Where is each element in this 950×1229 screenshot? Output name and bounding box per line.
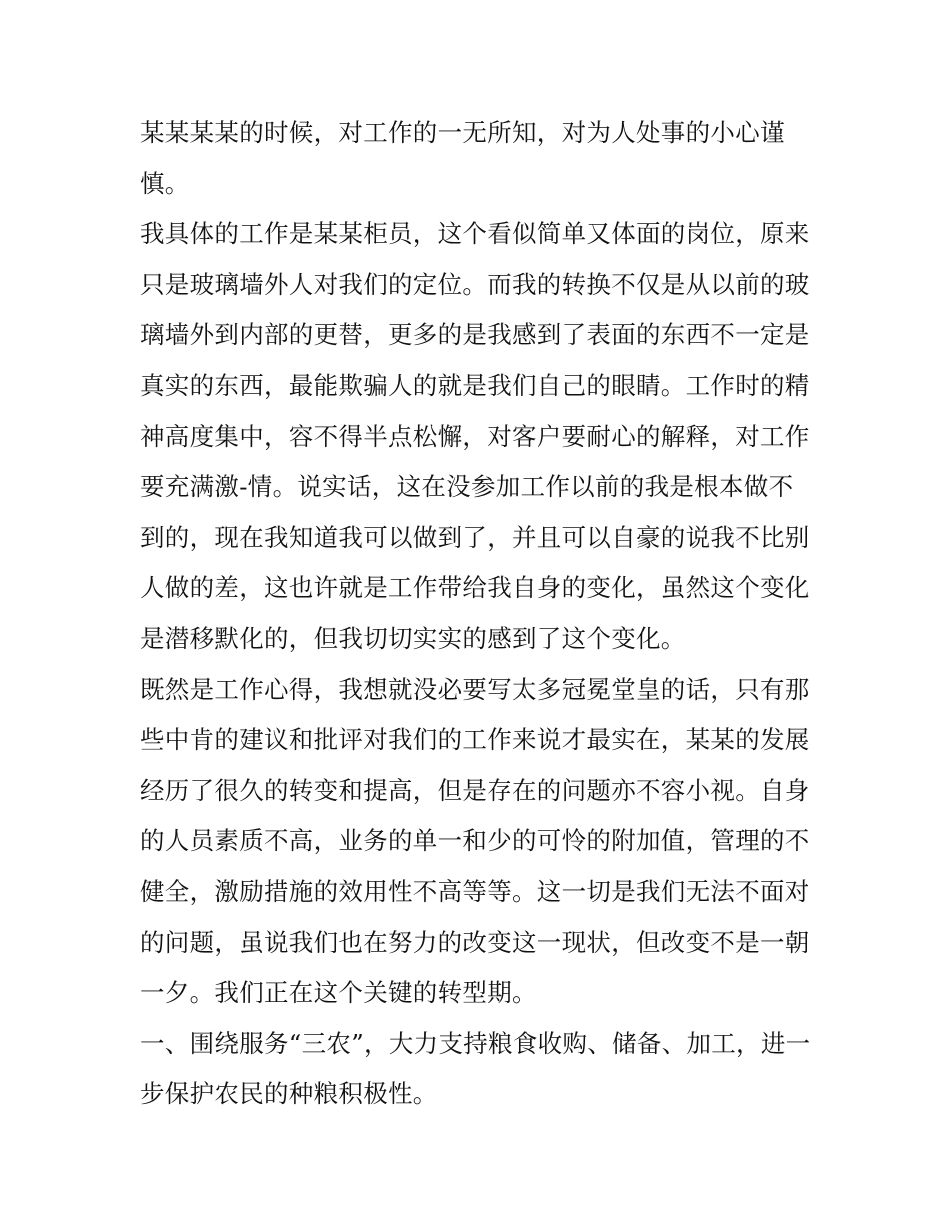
text-line: 健全，激励措施的效用性不高等等。这一切是我们无法不面对 (140, 876, 810, 906)
text-line: 慎。 (140, 168, 190, 198)
text-line: 一、围绕服务“三农”，大力支持粮食收购、储备、加工，进一 (140, 1028, 811, 1058)
text-line: 人做的差，这也许就是工作带给我自身的变化，虽然这个变化 (140, 573, 810, 603)
text-line: 真实的东西，最能欺骗人的就是我们自己的眼睛。工作时的精 (140, 370, 810, 400)
text-line: 到的，现在我知道我可以做到了，并且可以自豪的说我不比别 (140, 522, 810, 552)
text-line: 是潜移默化的，但我切切实实的感到了这个变化。 (140, 623, 686, 653)
text-line: 步保护农民的种粮积极性。 (140, 1079, 438, 1109)
text-line: 某某某某的时候，对工作的一无所知，对为人处事的小心谨 (140, 118, 785, 147)
text-line: 神高度集中，容不得半点松懈，对客户要耐心的解释，对工作 (140, 421, 810, 451)
text-line: 璃墙外到内部的更替，更多的是我感到了表面的东西不一定是 (140, 320, 810, 350)
text-line: 些中肯的建议和批评对我们的工作来说才最实在，某某的发展 (140, 725, 810, 755)
text-line: 经历了很久的转变和提高，但是存在的问题亦不容小视。自身 (140, 775, 810, 805)
document-body (140, 108, 812, 1120)
text-line: 的问题，虽说我们也在努力的改变这一现状，但改变不是一朝 (140, 927, 810, 957)
text-line: 要充满激-情。说实话，这在没参加工作以前的我是根本做不 (140, 472, 794, 502)
text-line: 的人员素质不高，业务的单一和少的可怜的附加值，管理的不 (140, 826, 810, 856)
text-line: 既然是工作心得，我想就没必要写太多冠冕堂皇的话，只有那 (140, 674, 810, 704)
text-line: 只是玻璃墙外人对我们的定位。而我的转换不仅是从以前的玻 (140, 269, 810, 299)
text-line: 一夕。我们正在这个关键的转型期。 (140, 978, 537, 1008)
text-line: 我具体的工作是某某柜员，这个看似简单又体面的岗位，原来 (140, 219, 810, 249)
